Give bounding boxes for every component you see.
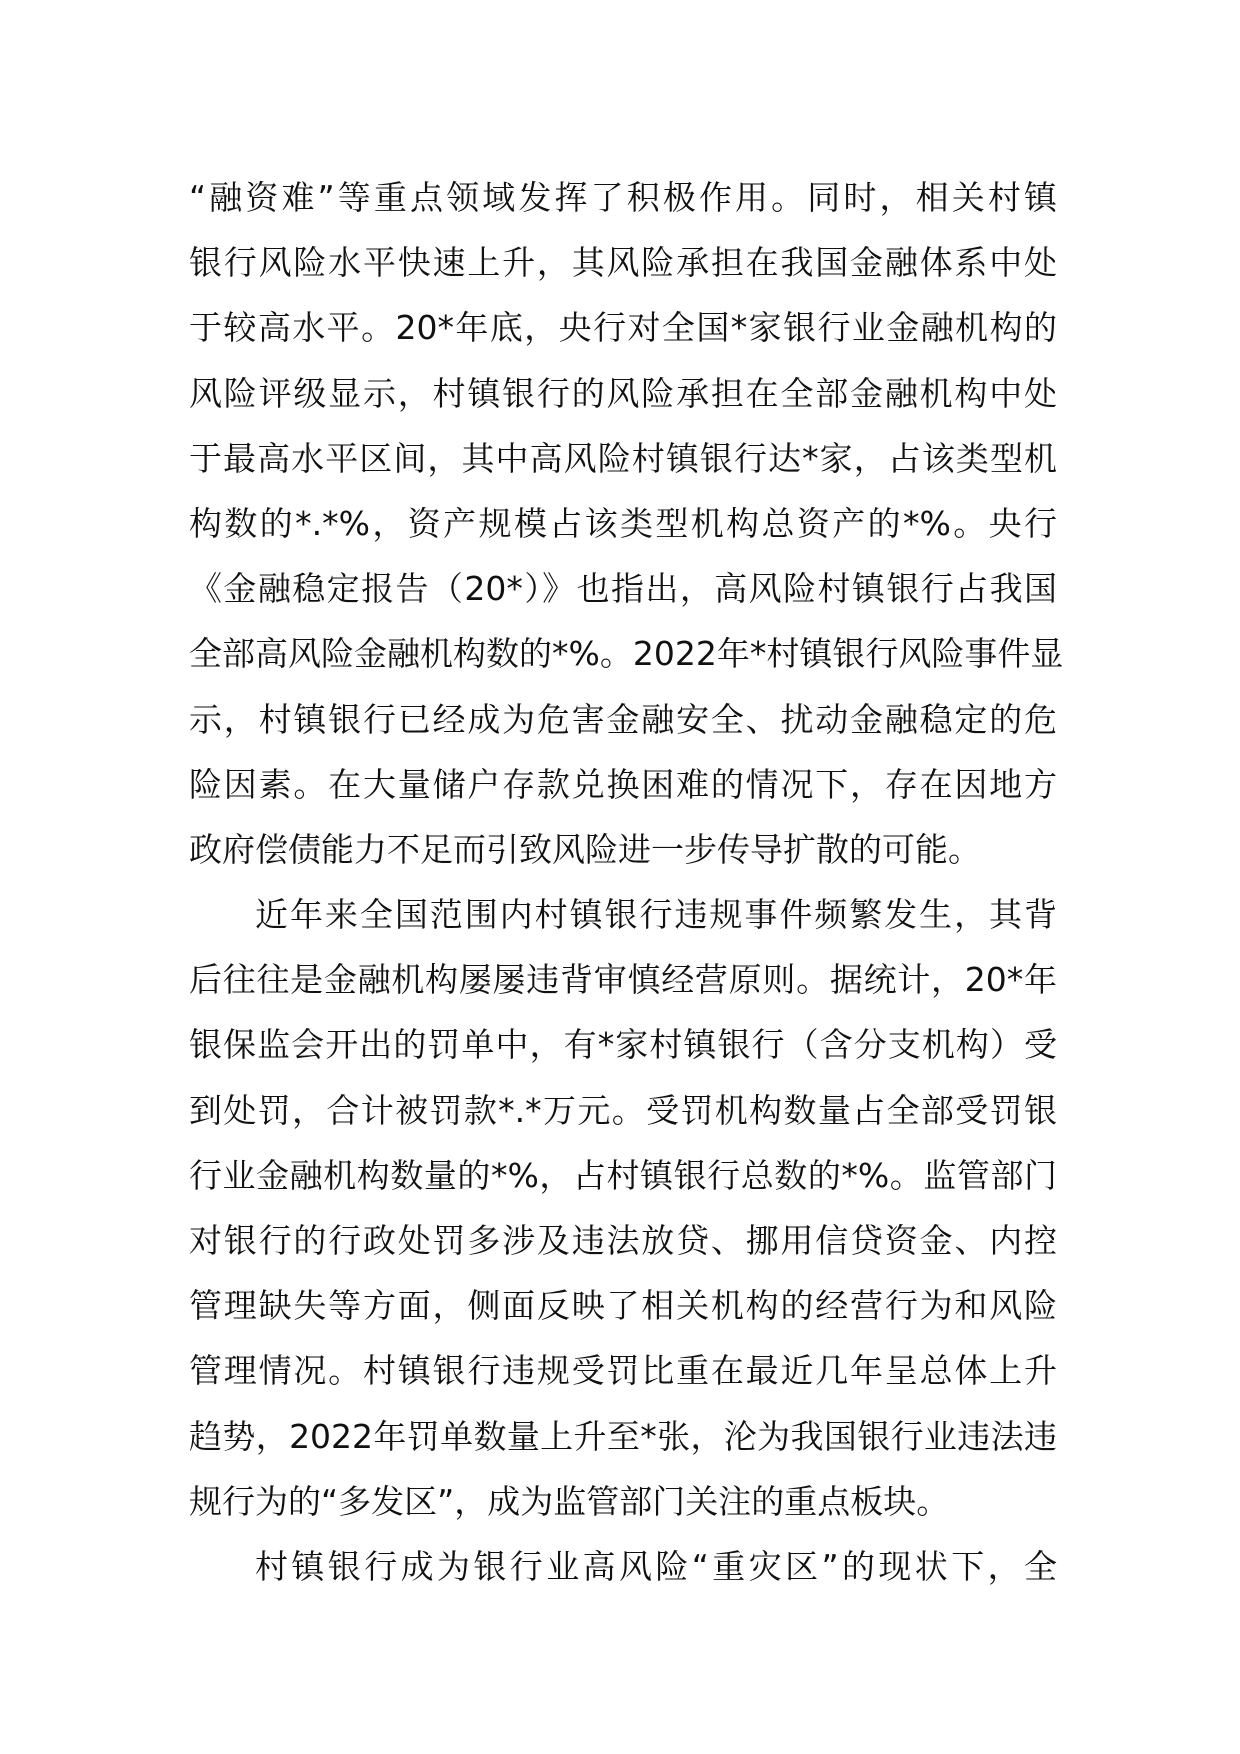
text-line: 示，村镇银行已经成为危害金融安全、扰动金融稳定的危 bbox=[189, 699, 1057, 739]
text-line: 对银行的行政处罚多涉及违法放贷、挪用信贷资金、内控 bbox=[189, 1221, 1057, 1260]
text-line: 银保监会开出的罚单中，有*家村镇银行（含分支机构）受 bbox=[189, 1025, 1057, 1065]
document-body bbox=[189, 165, 1064, 1599]
text-line: 风险评级显示，村镇银行的风险承担在全部金融机构中处 bbox=[189, 373, 1057, 413]
text-line: 银行风险水平快速上升，其风险承担在我国金融体系中处 bbox=[189, 243, 1057, 283]
text-line: 于较高水平。20*年底，央行对全国*家银行业金融机构的 bbox=[189, 308, 1057, 348]
text-line: 全部高风险金融机构数的*%。2022年*村镇银行风险事件显 bbox=[189, 634, 1064, 674]
text-line: 到处罚，合计被罚款*.*万元。受罚机构数量占全部受罚银 bbox=[189, 1090, 1057, 1130]
text-line: 管理缺失等方面，侧面反映了相关机构的经营行为和风险 bbox=[189, 1286, 1057, 1326]
text-line: 《金融稳定报告（20*）》也指出，高风险村镇银行占我国 bbox=[189, 569, 1057, 609]
text-line: 政府偿债能力不足而引致风险进一步传导扩散的可能。 bbox=[189, 829, 981, 869]
text-line: “融资难”等重点领域发挥了积极作用。同时，相关村镇 bbox=[189, 178, 1057, 217]
text-line: 险因素。在大量储户存款兑换困难的情况下，存在因地方 bbox=[189, 764, 1057, 804]
text-line: 村镇银行成为银行业高风险“重灾区”的现状下，全 bbox=[255, 1546, 1057, 1586]
text-line: 构数的*.*%，资产规模占该类型机构总资产的*%。央行 bbox=[189, 503, 1057, 543]
text-line: 规行为的“多发区”，成为监管部门关注的重点板块。 bbox=[189, 1481, 950, 1521]
text-line: 后往往是金融机构屡屡违背审慎经营原则。据统计，20*年 bbox=[189, 960, 1057, 1000]
text-line: 于最高水平区间，其中高风险村镇银行达*家，占该类型机 bbox=[189, 438, 1057, 478]
text-line: 管理情况。村镇银行违规受罚比重在最近几年呈总体上升 bbox=[189, 1351, 1057, 1391]
text-line: 近年来全国范围内村镇银行违规事件频繁发生，其背 bbox=[255, 895, 1057, 935]
text-line: 趋势，2022年罚单数量上升至*张，沦为我国银行业违法违 bbox=[189, 1416, 1057, 1456]
text-line: 行业金融机构数量的*%，占村镇银行总数的*%。监管部门 bbox=[189, 1155, 1057, 1195]
